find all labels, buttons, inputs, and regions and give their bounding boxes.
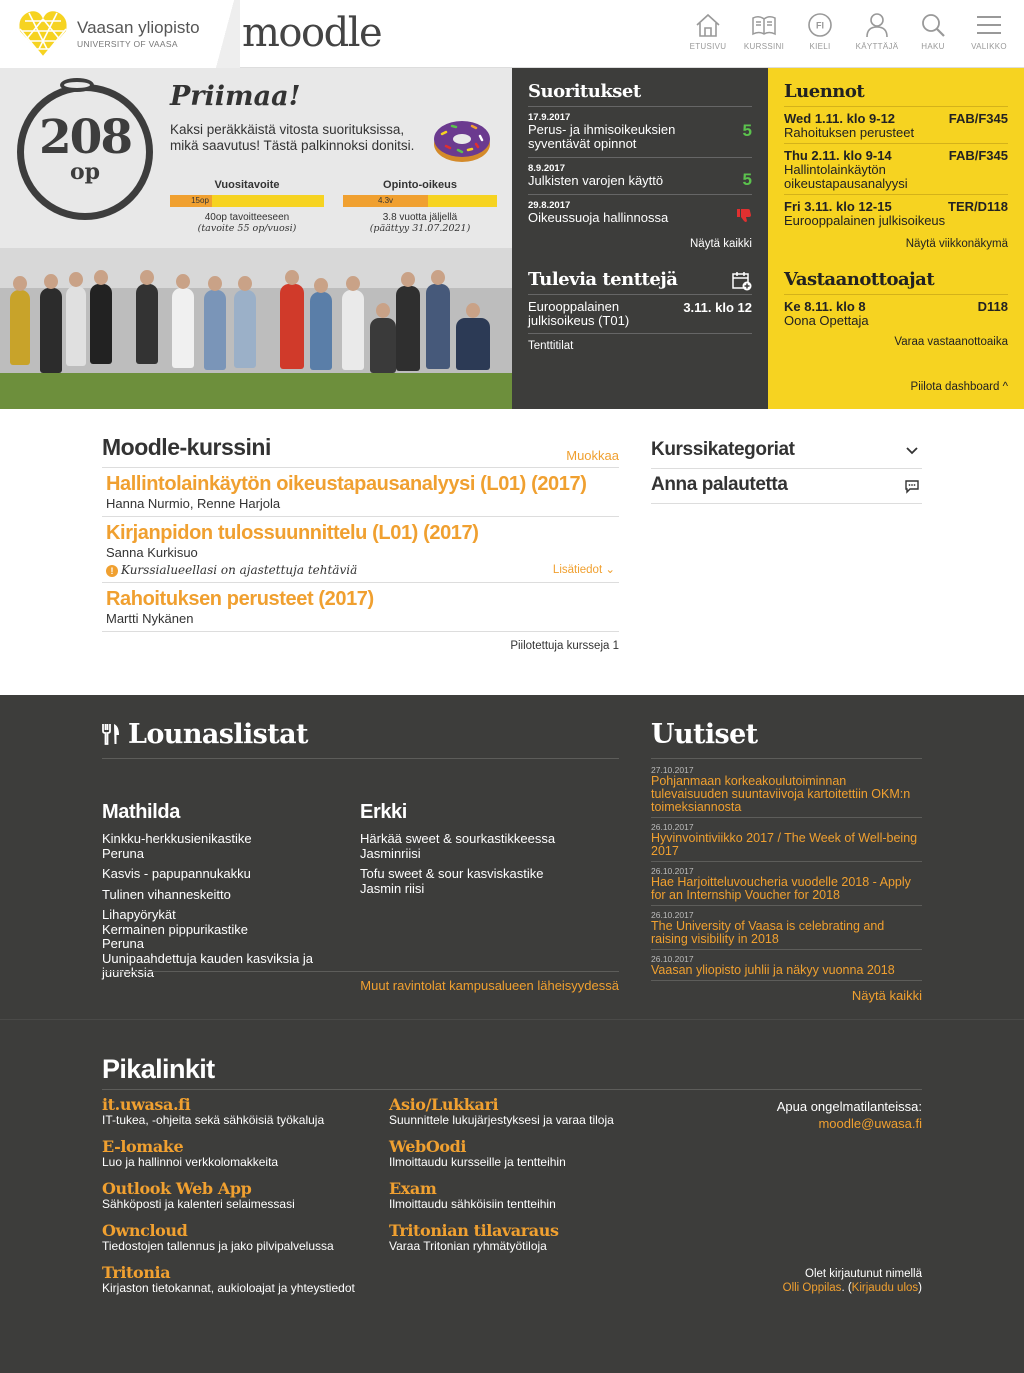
nav-label: ETUSIVU (689, 42, 727, 51)
quick-link-desc: Ilmoittaudu sähköisiin tentteihin (389, 1197, 556, 1211)
university-subtitle: UNIVERSITY OF VAASA (77, 39, 178, 49)
goal-remaining: 3.8 vuotta jäljellä (382, 212, 458, 223)
lecture-time: Wed 1.11. klo 9-12 (784, 111, 896, 126)
news-item[interactable] (651, 950, 922, 981)
dish: Tulinen vihanneskeitto (102, 886, 231, 902)
photo-person (426, 284, 450, 369)
dish: Härkää sweet & sourkastikkeessa Jasminriisi (360, 831, 556, 861)
edit-courses-link[interactable]: Muokkaa (566, 448, 619, 463)
donut-icon (432, 114, 492, 164)
lectures-title: Luennot (784, 68, 1008, 107)
lectures-panel (768, 68, 1024, 409)
dish: Kinkku-herkkusienikastike Peruna (102, 831, 252, 861)
photo-person (90, 284, 112, 364)
quick-link-title: Owncloud (102, 1221, 188, 1240)
restaurant-name: Erkki (360, 801, 407, 823)
quick-link-title: Outlook Web App (102, 1179, 252, 1198)
feedback-link[interactable] (651, 469, 922, 504)
news-list (651, 719, 922, 1003)
photo-person-head (401, 272, 415, 287)
lecture-course: Rahoituksen perusteet (784, 125, 915, 140)
course-alert (106, 563, 615, 577)
lecture-row[interactable] (784, 144, 1008, 195)
photo-person-head (44, 274, 58, 289)
search-icon (920, 12, 946, 38)
quick-link-desc: Tiedostojen tallennus ja jako pilvipalvelussa (102, 1239, 334, 1253)
quick-link-desc: Kirjaston tietokannat, aukioloajat ja yhteystiedot (102, 1281, 355, 1295)
nav-label: KIELI (809, 42, 831, 51)
news-date: 26.10.2017 (651, 866, 694, 876)
grades-show-all-link[interactable]: Näytä kaikki (690, 238, 752, 250)
photo-person (136, 284, 158, 364)
course-title-link[interactable]: Hallintolainkäytön oikeustapausanalyysi (L01) (2017) (106, 473, 587, 495)
user-name-link[interactable]: Olli Oppilas (782, 1282, 842, 1294)
quick-links-section (0, 1019, 1024, 1373)
chevron-down-icon (904, 443, 920, 459)
quick-links-title: Pikalinkit (102, 1054, 922, 1090)
quick-link-desc: Sähköposti ja kalenteri selaimessasi (102, 1197, 295, 1211)
exam-row[interactable] (528, 295, 752, 334)
photo-person (172, 288, 194, 368)
photo-person-head (208, 276, 222, 291)
restaurant-mathilda (102, 801, 342, 987)
punct: . ( (841, 1282, 852, 1294)
grade-row[interactable] (528, 107, 752, 158)
photo-person (66, 286, 86, 366)
profile-panel (0, 68, 512, 409)
exam-course: Eurooppalainen julkisoikeus (T01) (528, 299, 630, 328)
quick-link[interactable] (102, 1264, 382, 1295)
goal-value: 4.3v (377, 196, 394, 205)
quick-link-desc: Suunnittele lukujärjestyksesi ja varaa tiloja (389, 1113, 614, 1127)
nav-kayttaja[interactable] (851, 12, 903, 51)
heart-logo-icon (17, 9, 69, 59)
news-show-all-link[interactable]: Näytä kaikki (851, 988, 922, 1003)
lecture-row[interactable] (784, 195, 1008, 231)
lunch-lists (102, 719, 619, 993)
thumbs-down-icon (736, 207, 752, 223)
more-info-label: Lisätiedot (552, 564, 603, 576)
news-item[interactable] (651, 818, 922, 862)
photo-person (280, 284, 304, 369)
praise-title: Priimaa! (170, 81, 301, 112)
photo-person (456, 318, 490, 370)
dish: Tofu sweet & sour kasviskastike Jasmin riisi (360, 866, 544, 896)
grade-value: 5 (742, 121, 752, 140)
menu-icon (976, 12, 1002, 38)
students-photo (0, 248, 512, 409)
photo-person-head (431, 270, 445, 285)
dish: Lihapyörykät Kermainen pippurikastike Peruna Uunipaahdettuja kauden kasviksia ja juureksia (102, 907, 314, 980)
photo-person-head (13, 276, 27, 291)
lecture-row[interactable] (784, 107, 1008, 144)
course-teachers: Martti Nykänen (106, 611, 194, 626)
quick-link-title: Tritonian tilavaraus (389, 1221, 559, 1240)
courses-title: Moodle-kurssini (102, 434, 271, 460)
book-office-hour-link[interactable]: Varaa vastaanottoaika (894, 336, 1008, 348)
quick-link-desc: Luo ja hallinnoi verkkolomakkeita (102, 1155, 279, 1169)
photo-person (234, 290, 256, 368)
badge-ribbon (60, 78, 94, 92)
restaurant-name: Mathilda (102, 801, 180, 823)
quick-link[interactable] (389, 1222, 669, 1253)
credits-badge (17, 84, 153, 220)
course-alert-text: Kurssialueellasi on ajastettuja tehtäviä (121, 563, 358, 577)
week-view-link[interactable]: Näytä viikkonäkymä (905, 238, 1008, 250)
course-categories-label: Kurssikategoriat (651, 439, 795, 460)
nav-label: KURSSINI (743, 42, 785, 51)
quick-link-title: it.uwasa.fi (102, 1095, 191, 1114)
course-item (102, 468, 619, 517)
nav-valikko[interactable] (963, 12, 1015, 51)
logo-divider (210, 0, 240, 68)
lunch-heading (102, 719, 619, 759)
grade-date: 8.9.2017 (528, 163, 565, 174)
office-hour-row[interactable] (784, 295, 1008, 331)
chevron-down-icon: ⌄ (605, 564, 615, 576)
university-name: Vaasan yliopisto (77, 18, 200, 37)
home-icon (695, 12, 721, 38)
course-title-link[interactable]: Kirjanpidon tulossuunnittelu (L01) (2017) (106, 522, 479, 544)
photo-person (310, 292, 332, 370)
photo-person-head (69, 272, 83, 287)
nav-kieli[interactable] (794, 12, 846, 51)
dashboard (0, 68, 1024, 409)
language-badge: FI (816, 20, 824, 31)
news-item[interactable] (651, 862, 922, 906)
grade-course: Perus- ja ihmisoikeuksien syventävät opinnot (528, 122, 676, 151)
course-categories-toggle[interactable] (651, 434, 922, 469)
lecture-course: Hallintolainkäytön oikeustapausanalyysi (784, 162, 908, 191)
quick-link-title: WebOodi (389, 1137, 467, 1156)
exam-time: 3.11. klo 12 (683, 300, 752, 315)
photo-person-head (140, 270, 154, 285)
login-info (783, 1267, 922, 1295)
quick-link[interactable] (389, 1138, 669, 1169)
alert-icon: ! (106, 565, 118, 577)
study-right-goal (343, 179, 497, 234)
moodle-logo[interactable]: moodle (242, 10, 382, 56)
photo-person-head (285, 270, 299, 285)
office-hour-room: D118 (977, 299, 1008, 314)
help-label: Apua ongelmatilanteissa: (776, 1099, 922, 1114)
book-icon (751, 12, 777, 38)
goal-title: Opinto-oikeus (383, 179, 457, 191)
course-item (102, 583, 619, 632)
login-user-line (783, 1281, 922, 1295)
quick-link-desc: Ilmoittaudu kursseille ja tentteihin (389, 1155, 566, 1169)
nav-label: HAKU (921, 42, 945, 51)
hidden-courses-link[interactable]: Piilotettuja kursseja 1 (510, 640, 619, 652)
lecture-room: TER/D118 (948, 199, 1008, 214)
quick-link-title: E-lomake (102, 1137, 184, 1156)
news-headline: Hae Harjoitteluvoucheria vuodelle 2018 - Apply for an Internship Voucher for 2018 (651, 875, 911, 902)
quick-link[interactable] (102, 1138, 382, 1169)
photo-person-head (314, 278, 328, 293)
news-title: Uutiset (651, 719, 922, 759)
quick-link[interactable] (389, 1096, 669, 1127)
quick-link[interactable] (102, 1180, 382, 1211)
chat-bubble-icon (904, 478, 920, 494)
photo-person-head (376, 303, 390, 318)
nav-label: VALIKKO (971, 42, 1007, 51)
praise-text: Kaksi peräkkäistä vitosta suorituksissa, mikä saavutus! Tästä palkinnoksi donitsi. (170, 122, 415, 153)
goal-progress-bar (170, 195, 324, 207)
course-title-link[interactable]: Rahoituksen perusteet (2017) (106, 588, 374, 610)
calendar-add-icon[interactable] (732, 271, 752, 291)
more-info-toggle[interactable] (553, 562, 615, 576)
lunch-title: Lounaslistat (128, 719, 308, 750)
cutlery-icon (102, 723, 120, 745)
goal-title: Vuositavoite (214, 179, 280, 191)
lecture-room: FAB/F345 (948, 148, 1008, 163)
courses-heading (102, 434, 619, 468)
grade-row[interactable] (528, 158, 752, 195)
news-item[interactable] (651, 906, 922, 950)
grades-title: Suoritukset (528, 68, 752, 107)
my-courses (102, 434, 619, 652)
office-hour-teacher: Oona Opettaja (784, 313, 869, 328)
news-headline: Vaasan yliopisto juhlii ja näkyy vuonna 2018 (651, 963, 895, 977)
quick-link-title: Asio/Lukkari (389, 1095, 499, 1114)
course-item (102, 517, 619, 583)
university-logo[interactable] (0, 0, 240, 68)
lecture-course: Eurooppalainen julkisoikeus (784, 213, 946, 228)
quick-link[interactable] (102, 1096, 382, 1127)
nav-etusivu[interactable] (682, 12, 734, 51)
lecture-room: FAB/F345 (948, 111, 1008, 126)
exams-title-text: Tulevia tenttejä (528, 269, 678, 290)
exams-title (528, 256, 752, 295)
quick-link-desc: IT-tukea, -ohjeita sekä sähköisiä työkaluja (102, 1113, 325, 1127)
year-goal (170, 179, 324, 234)
quick-link-desc: Varaa Tritonian ryhmätyötiloja (389, 1239, 547, 1253)
grade-date: 29.8.2017 (528, 200, 571, 211)
goal-progress-bar (343, 195, 497, 207)
photo-person (342, 290, 364, 370)
grade-date: 17.9.2017 (528, 112, 571, 123)
dish: Kasvis - papupannukakku (102, 866, 251, 881)
quick-link-title: Tritonia (102, 1263, 171, 1282)
photo-person (396, 286, 420, 371)
help-contact (777, 1098, 922, 1132)
grades-panel (512, 68, 768, 409)
office-hours-title: Vastaanottoajat (784, 256, 1008, 295)
restaurant-erkki (360, 801, 600, 902)
lecture-time: Thu 2.11. klo 9-14 (784, 148, 892, 163)
photo-person-head (346, 276, 360, 291)
punct: ) (918, 1282, 922, 1294)
goal-value: 15op (191, 196, 209, 205)
user-icon (864, 12, 890, 38)
goal-target: (tavoite 55 op/vuosi) (197, 223, 297, 234)
news-item[interactable] (651, 761, 922, 818)
grade-course: Oikeussuoja hallinnossa (528, 210, 669, 225)
goal-target: (päättyy 31.07.2021) (369, 223, 471, 234)
photo-person-head (94, 270, 108, 285)
nav-kurssini[interactable] (738, 12, 790, 51)
hide-dashboard-button[interactable]: Piilota dashboard ^ (910, 381, 1008, 393)
nav-haku[interactable] (907, 12, 959, 51)
photo-person (204, 290, 226, 370)
quick-link-title: Exam (389, 1179, 437, 1198)
goal-remaining: 40op tavoitteeseen (204, 212, 290, 223)
photo-person-head (466, 303, 480, 318)
office-hour-time: Ke 8.11. klo 8 (784, 299, 866, 314)
exam-rooms-link[interactable]: Tenttitilat (528, 340, 574, 352)
credits-unit: op (69, 159, 101, 185)
quick-link[interactable] (389, 1180, 669, 1211)
news-headline: Pohjanmaan korkeakoulutoiminnan tulevaisuuden suuntaviivoja kartoitettiin OKM:n toimeksiannosta (651, 774, 911, 814)
other-restaurants-link[interactable]: Muut ravintolat kampusalueen läheisyydessä (102, 971, 619, 993)
news-headline: The University of Vaasa is celebrating and raising visibility in 2018 (651, 919, 885, 946)
news-date: 26.10.2017 (651, 822, 694, 832)
news-date: 26.10.2017 (651, 954, 694, 964)
grade-row[interactable] (528, 195, 752, 231)
news-date: 27.10.2017 (651, 765, 694, 775)
side-links (651, 434, 922, 504)
photo-person (40, 288, 62, 373)
language-icon (807, 12, 833, 38)
news-date: 26.10.2017 (651, 910, 694, 920)
course-teachers: Sanna Kurkisuo (106, 545, 198, 560)
grade-course: Julkisten varojen käyttö (528, 173, 664, 188)
credits-number: 208 (38, 110, 132, 165)
photo-person (10, 290, 30, 365)
lecture-time: Fri 3.11. klo 12-15 (784, 199, 892, 214)
grade-value: 5 (742, 170, 752, 189)
logout-link[interactable]: Kirjaudu ulos (851, 1282, 919, 1294)
news-headline: Hyvinvointiviikko 2017 / The Week of Well-being 2017 (651, 831, 918, 858)
nav-label: KÄYTTÄJÄ (855, 42, 899, 51)
course-teachers: Hanna Nurmio, Renne Harjola (106, 496, 281, 511)
feedback-label: Anna palautetta (651, 474, 788, 495)
photo-person-head (238, 276, 252, 291)
logged-in-label: Olet kirjautunut nimellä (805, 1268, 922, 1280)
lunch-news-section (0, 695, 1024, 1019)
site-header (0, 0, 1024, 68)
photo-person (370, 318, 396, 373)
help-email-link[interactable]: moodle@uwasa.fi (818, 1116, 922, 1131)
photo-person-head (176, 274, 190, 289)
quick-link[interactable] (102, 1222, 382, 1253)
